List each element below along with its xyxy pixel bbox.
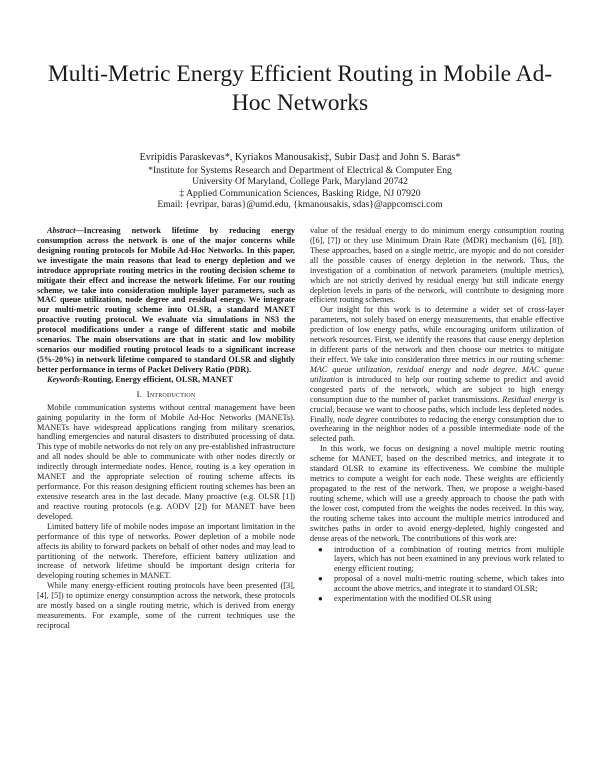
contributions-list xyxy=(310,545,564,605)
author-names: Evripidis Paraskevas*, Kyriakos Manousakis‡, Subir Das‡ and John S. Baras* xyxy=(139,152,461,163)
paper-title: Multi-Metric Energy Efficient Routing in Mobile Ad-Hoc Networks xyxy=(47,61,553,116)
p2-sep-1: , xyxy=(390,364,398,374)
author-block xyxy=(60,152,540,211)
list-item xyxy=(318,574,564,594)
list-item-text: introduction of a combination of routing metrics from multiple layers, which has not been examined in any previous work related to energy efficient routing; xyxy=(334,544,564,574)
right-paragraph-2 xyxy=(310,305,564,444)
affiliation-2: University Of Maryland, College Park, Maryland 20742 xyxy=(192,176,408,188)
abstract-label: Abstract xyxy=(47,226,76,235)
right-column xyxy=(310,226,564,604)
abstract xyxy=(37,226,295,375)
right-paragraph-1: value of the residual energy to do minimum energy consumption routing ([6], [7]) or they use Minimum Drain Rate (MDR) mechanism ([6], [8]). These approaches, based on a single metric, are myopic and do not consider all the possible causes of energy depletion in the network. Thus, the investigation of a combination of network parameters (multiple metrics), which are not strictly derived by residual energy but still indicate energy depletion levels in parts of the network, will contribute to designing more efficient routing schemes. xyxy=(310,226,564,305)
metric-node-degree-2: node degree xyxy=(337,414,379,424)
left-column xyxy=(37,226,295,631)
metric-mac-queue: MAC queue utilization xyxy=(310,364,391,374)
p2-text-d: is crucial, because we want to choose paths, which include less depleted nodes. Finally, xyxy=(310,394,564,424)
section-heading-introduction xyxy=(37,390,295,400)
abstract-text: —Increasing network lifetime by reducing energy consumption across the network is one of the major concerns while designing routing protocols for Mobile Ad-Hoc Networks. In this paper, we investigate the main reasons that lead to energy depletion and we introduce appropriate routing metrics in the routing decision scheme to mitigate their effect and increase the network lifetime. For our routing scheme, we take into consideration multiple layer parameters, such as MAC queue utilization, node degree and residual energy. We integrate our multi-metric routing scheme into OLSR, a standard MANET proactive routing protocol. We evaluate via simulations in NS3 the protocol modifications under a range of different static and mobile scenarios. The main observations are that in static and low mobility scenarios our modified routing protocol leads to a significant increase (5%-20%) in network lifetime compared to standard OLSR and slightly better performance in terms of Packet Delivery Ratio (PDR). xyxy=(37,226,295,374)
right-paragraph-3: In this work, we focus on designing a novel multiple metric routing scheme for MANET, based on the described metrics, and integrate it to standard OLSR to examine its effectiveness. We combine the multiple metrics to compute a weight for each node. These weights are efficiently propagated to the rest of the network. Then, we propose a weight-based routing scheme, which will use a greedy approach to choose the path with the lower cost, computed from the weights the nodes received. In this way, the routing scheme takes into account the multiple metrics introduced and switches paths in order to avoid energy-depleted, highly congested and dense areas of the network. The contributions of this work are: xyxy=(310,444,564,543)
keywords xyxy=(37,375,295,385)
p2-text-c: is introduced to help our routing scheme to predict and avoid congested parts of the network, which are subject to high energy consumption due to the number of packet transmissions. xyxy=(310,374,564,404)
p2-text-e: contributes to reducing the energy consumption due to overhearing in the neighbor nodes of a possible intermediate node of the selected path. xyxy=(310,414,564,444)
p2-sep-2: and xyxy=(450,364,473,374)
section-number: I. xyxy=(136,388,143,399)
list-item-text: experimentation with the modified OLSR using xyxy=(334,594,492,604)
bullet-icon: ● xyxy=(318,544,323,554)
list-item xyxy=(318,544,564,575)
intro-paragraph-3: While many energy-efficient routing protocols have been presented ([3], [4], [5]) to optimize energy consumption across the network, these protocols are mostly based on a single routing metric, which is derived from energy measurements. For example, some of the current techniques use the reciprocal xyxy=(37,581,295,630)
list-item-text: proposal of a novel multi-metric routing scheme, which takes into account the above metrics, and integrate it to standard OLSR; xyxy=(334,574,564,594)
bullet-icon: ● xyxy=(318,594,323,604)
p2-text-a: Our insight for this work is to determine a wider set of cross-layer parameters, not solely based on energy measurements, that enable effective prediction of low energy paths, while encouraging uniform utilization of network resources. First, we identify the reasons that cause energy depletion in different parts of the network and then choose our metrics to mitigate their effect. We take into consideration three metrics in our routing scheme: xyxy=(310,305,564,364)
affiliation-1: *Institute for Systems Research and Department of Electrical & Computer Eng xyxy=(148,164,452,176)
intro-paragraph-1: Mobile communication systems without central management have been gaining popularity in the form of Mobile Ad-Hoc Networks (MANETs). MANETs have widespread applications ranging from military scenarios, handling emergencies and natural disasters to distributed processing of data. This type of mobile networks do not rely on any pre-established infrastructure and all nodes should be able to communicate with other nodes directly or indirectly through intermediate nodes. Hence, routing is a key operation in MANET and the appropriate selection of routing scheme affects its performance. For this reason designing efficient routing schemes has been an extensive research area in the last decade. Many proactive (e.g. OLSR [1]) and reactive routing protocols (e.g. AODV [2]) for MANET have been developed. xyxy=(37,402,295,521)
metric-node-degree: node degree xyxy=(472,364,516,374)
intro-paragraph-2: Limited battery life of mobile nodes impose an important limitation in the performance of this type of networks. Power depletion of a mobile node affects its ability to forward packets on behalf of other nodes and may lead to partitioning of the network. Therefore, efficient battery utilization and increase of network lifetime should be important design criteria for developing routing schemes in MANET. xyxy=(37,521,295,581)
p2-text-b: . xyxy=(515,364,523,374)
affiliation-3: ‡ Applied Communication Sciences, Basking Ridge, NJ 07920 xyxy=(179,187,421,199)
bullet-icon: ● xyxy=(318,574,323,584)
metric-mac-queue-2: MAC queue utilization xyxy=(310,364,564,384)
metric-residual-energy: residual energy xyxy=(397,364,451,374)
keywords-text: -Routing, Energy efficient, OLSR, MANET xyxy=(80,374,233,384)
metric-residual-energy-2: Residual energy xyxy=(502,394,556,404)
keywords-label: Keywords xyxy=(47,374,80,384)
section-title: Introduction xyxy=(146,388,196,399)
list-item xyxy=(318,594,564,604)
author-emails: Email: {evripar, baras}@umd.edu, {kmanousakis, sdas}@appcomsci.com xyxy=(157,199,443,211)
